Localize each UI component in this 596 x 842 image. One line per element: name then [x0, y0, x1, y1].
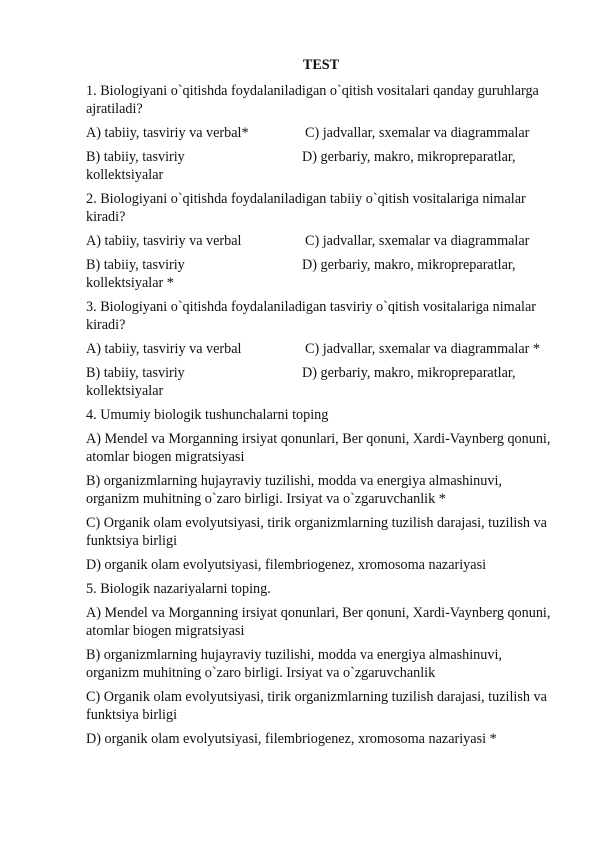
question-1: 1. Biologiyani o`qitishda foydalaniladigan o`qitish vositalari qanday guruhlarga ajratiladi?: [86, 83, 539, 117]
option-d: D) gerbariy, makro, mikropreparatlar,: [302, 149, 516, 165]
question-5: 5. Biologik nazariyalarni toping.: [86, 581, 271, 597]
options-row-ac: [86, 124, 556, 142]
option-d-continued: kollektsiyalar: [86, 167, 164, 183]
question-3: 3. Biologiyani o`qitishda foydalaniladigan tasviriy o`qitish vositalariga nimalar kiradi?: [86, 299, 536, 333]
option-c: C) jadvallar, sxemalar va diagrammalar: [305, 233, 530, 249]
option-c: C) Organik olam evolyutsiyasi, tirik organizmlarning tuzilish darajasi, tuzilish va funktsiya birligi: [86, 689, 547, 723]
option-c: C) Organik olam evolyutsiyasi, tirik organizmlarning tuzilish darajasi, tuzilish va funktsiya birligi: [86, 515, 547, 549]
option-b: B) tabiiy, tasviriy: [86, 149, 185, 165]
options-row-ac: [86, 232, 556, 250]
option-d: D) gerbariy, makro, mikropreparatlar,: [302, 365, 516, 381]
option-a: A) tabiiy, tasviriy va verbal: [86, 233, 242, 249]
option-d-continued: kollektsiyalar *: [86, 275, 174, 291]
option-a: A) Mendel va Morganning irsiyat qonunlari, Ber qonuni, Xardi-Vaynberg qonuni, atomlar biogen migratsiyasi: [86, 605, 551, 639]
option-d-continued: kollektsiyalar: [86, 383, 164, 399]
options-row-bd: [86, 148, 556, 184]
page-title: TEST: [302, 57, 340, 73]
options-row-bd: [86, 364, 556, 400]
options-row-ac: [86, 340, 556, 358]
option-d: D) organik olam evolyutsiyasi, filembriogenez, xromosoma nazariyasi *: [86, 731, 497, 747]
question-2: 2. Biologiyani o`qitishda foydalaniladigan tabiiy o`qitish vositalariga nimalar kiradi?: [86, 191, 526, 225]
option-b: B) tabiiy, tasviriy: [86, 365, 185, 381]
document-page: [86, 56, 556, 754]
options-row-bd: [86, 256, 556, 292]
option-a: A) Mendel va Morganning irsiyat qonunlari, Ber qonuni, Xardi-Vaynberg qonuni, atomlar biogen migratsiyasi: [86, 431, 551, 465]
option-b: B) organizmlarning hujayraviy tuzilishi, modda va energiya almashinuvi, organizm muhitning o`zaro birligi. Irsiyat va o`zgaruvchanlik: [86, 647, 502, 681]
option-d: D) gerbariy, makro, mikropreparatlar,: [302, 257, 516, 273]
option-b: B) organizmlarning hujayraviy tuzilishi, modda va energiya almashinuvi, organizm muhitning o`zaro birligi. Irsiyat va o`zgaruvchanlik *: [86, 473, 502, 507]
option-d: D) organik olam evolyutsiyasi, filembriogenez, xromosoma nazariyasi: [86, 557, 487, 573]
option-c: C) jadvallar, sxemalar va diagrammalar *: [305, 341, 541, 357]
option-a: A) tabiiy, tasviriy va verbal: [86, 341, 242, 357]
option-c: C) jadvallar, sxemalar va diagrammalar: [305, 125, 530, 141]
question-4: 4. Umumiy biologik tushunchalarni toping: [86, 407, 329, 423]
option-b: B) tabiiy, tasviriy: [86, 257, 185, 273]
option-a: A) tabiiy, tasviriy va verbal*: [86, 125, 249, 141]
